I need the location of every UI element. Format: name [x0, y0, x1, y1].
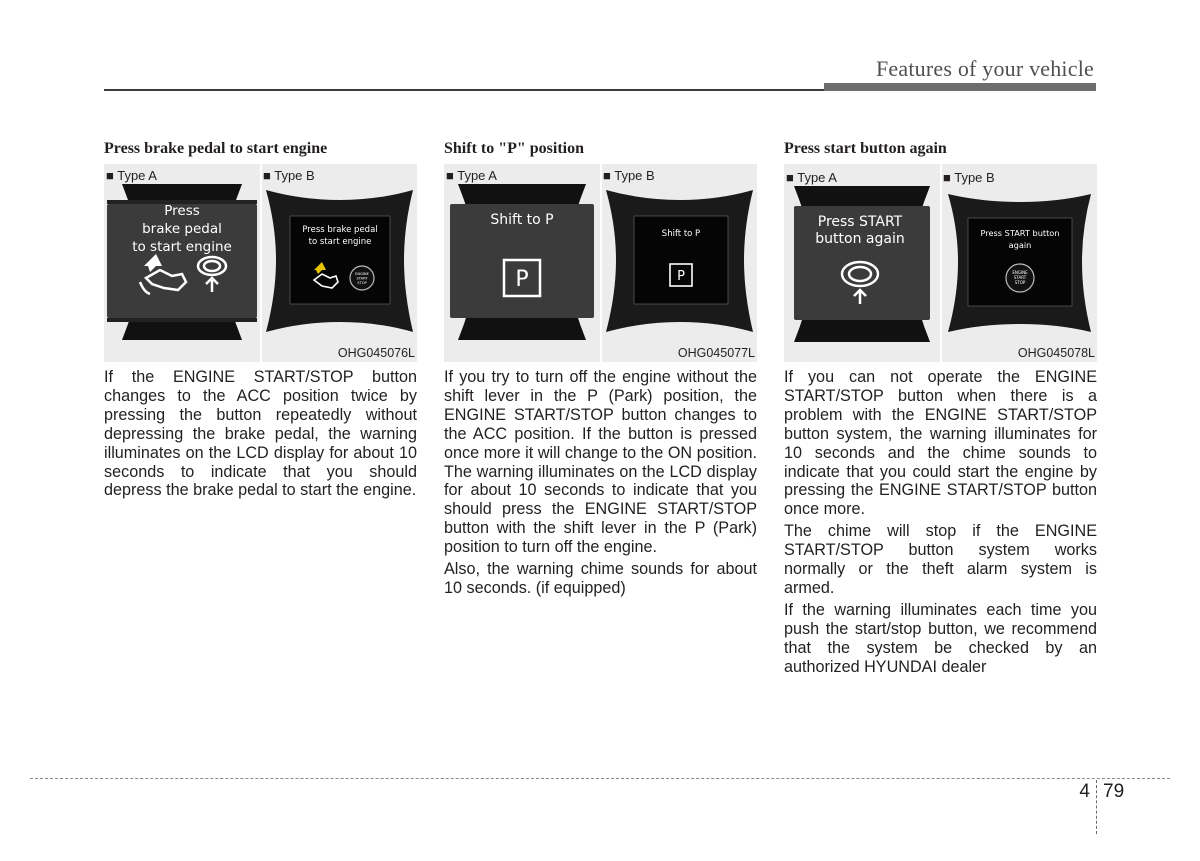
screen-b-line-1: Press brake pedal	[302, 225, 378, 235]
type-a-label: ■ Type A	[446, 168, 497, 183]
screen-a-line-2: brake pedal	[142, 221, 222, 237]
section-press-start-again	[784, 138, 1097, 677]
screen-b-line-2: to start engine	[308, 237, 372, 247]
screen-a-line-1: Press START	[817, 214, 903, 230]
svg-text:ENGINE: ENGINE	[1012, 270, 1028, 275]
svg-text:ENGINE: ENGINE	[355, 272, 369, 276]
figure-brake-pedal	[104, 164, 417, 362]
body-paragraph: If the warning illuminates each time you push the start/stop button, we recommend that the system be checked by an authorized HYUNDAI dealer	[784, 600, 1097, 676]
screen-a-line-1: Press	[164, 203, 200, 219]
page-number: 79	[1103, 781, 1125, 802]
figure-code: OHG045076L	[337, 346, 415, 360]
screen-b-line-1: Press START button	[980, 228, 1060, 238]
lcd-screen-type-b	[262, 186, 417, 336]
screen-b-line-2: again	[1008, 240, 1032, 250]
lcd-screen-type-b	[942, 188, 1097, 338]
type-b-label: ■ Type B	[603, 168, 655, 183]
section-heading: Press brake pedal to start engine	[104, 140, 328, 157]
section-heading: Press start button again	[784, 140, 947, 157]
svg-text:STOP: STOP	[357, 281, 367, 285]
section-brake-pedal	[104, 138, 417, 500]
section-shift-to-p	[444, 138, 757, 598]
page-header-title: Features of your vehicle	[875, 56, 1094, 81]
type-a-label: ■ Type A	[786, 170, 837, 185]
lcd-screen-type-b	[602, 186, 757, 336]
lcd-screen-type-a	[444, 182, 600, 342]
header-rule	[104, 89, 824, 91]
body-paragraph: If you can not operate the ENGINE START/STOP button when there is a problem with the ENGINE START/STOP button system, the warning illuminates for 10 seconds and the chime sounds to indicate that you could start the engine by pressing the ENGINE START/STOP button once more.	[784, 368, 1097, 519]
footer-divider	[1096, 780, 1097, 834]
screen-a-line-2: button again	[815, 231, 905, 247]
body-paragraph: Also, the warning chime sounds for about 10 seconds. (if equipped)	[444, 560, 757, 597]
section-heading: Shift to "P" position	[444, 140, 585, 157]
header-rule-accent	[824, 83, 1096, 91]
figure-press-start-again	[784, 164, 1097, 362]
body-paragraph: The chime will stop if the ENGINE START/STOP button system works normally or the theft alarm system is armed.	[784, 522, 1097, 597]
screen-b-line-1: Shift to P	[661, 229, 701, 239]
type-a-label: ■ Type A	[106, 168, 157, 183]
svg-text:STOP: STOP	[1014, 280, 1026, 285]
lcd-screen-type-a	[104, 182, 260, 342]
figure-shift-to-p	[444, 164, 757, 362]
body-paragraph: If the ENGINE START/STOP button changes to the ACC position twice by pressing the button repeatedly without depressing the brake pedal, the warning illuminates on the LCD display for about 10 seconds to indicate that you should depress the brake pedal to start the engine.	[104, 368, 417, 500]
type-b-label: ■ Type B	[263, 168, 315, 183]
svg-text:START: START	[1013, 275, 1027, 280]
lcd-screen-type-a	[784, 184, 940, 344]
svg-text:START: START	[356, 276, 368, 281]
gear-letter: P	[515, 267, 529, 292]
figure-code: OHG045077L	[677, 346, 755, 360]
screen-a-line-1: Shift to P	[490, 212, 554, 228]
figure-code: OHG045078L	[1017, 346, 1095, 360]
screen-a-line-3: to start engine	[132, 239, 232, 255]
body-paragraph: If you try to turn off the engine without the shift lever in the P (Park) position, the ENGINE START/STOP button changes to the ACC position. If the button is pressed once more it will change to the ON position. The warning illuminates on the LCD display for about 10 seconds to indicate that you should press the ENGINE START/STOP button with the shift lever in the P (Park) position to turn off the engine.	[444, 368, 757, 557]
chapter-number: 4	[1079, 781, 1090, 802]
footer-rule	[30, 778, 1170, 779]
type-b-label: ■ Type B	[943, 170, 995, 185]
gear-letter: P	[677, 269, 685, 284]
